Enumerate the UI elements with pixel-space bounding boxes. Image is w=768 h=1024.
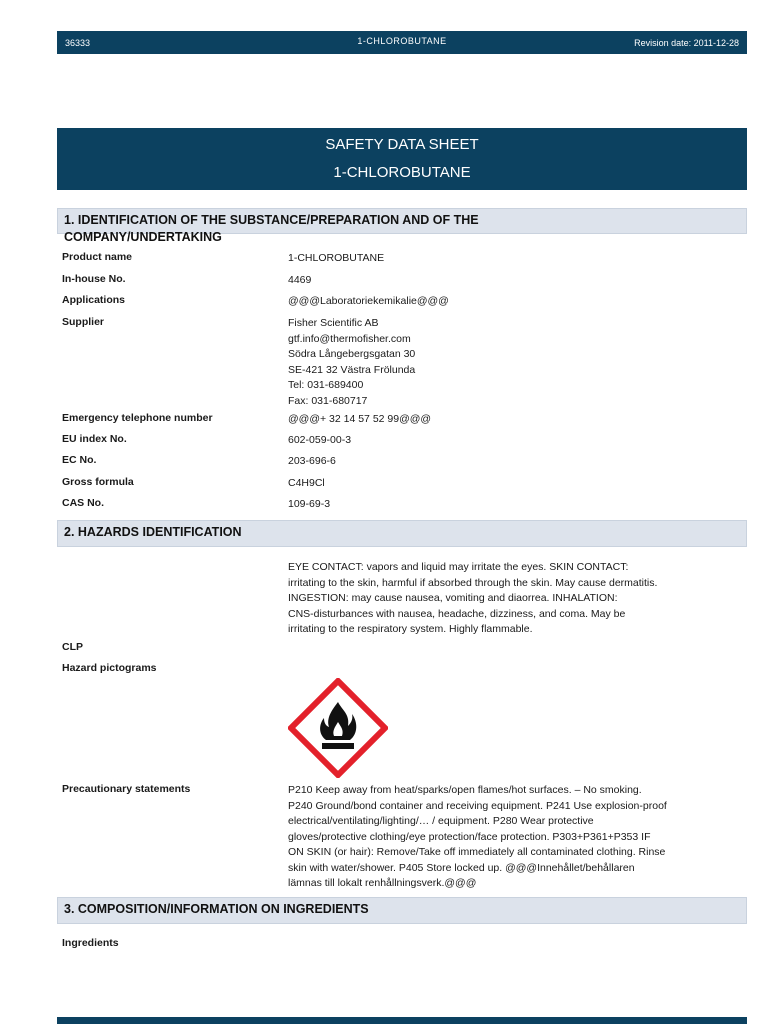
field-value: 1-CHLOROBUTANE — [288, 252, 385, 264]
field-label: Product name — [62, 251, 133, 263]
document-header-bar — [57, 31, 747, 54]
precautionary-line: lämnas till lokalt renhållningsverk.@@@ — [288, 877, 477, 889]
precautionary-line: skin with water/shower. P405 Store locked up. @@@Innehållet/behållaren — [288, 861, 635, 874]
header-product-name: 1-CHLOROBUTANE — [357, 36, 447, 46]
field-label: EU index No. — [62, 433, 127, 445]
field-value: @@@+ 32 14 57 52 99@@@ — [288, 413, 432, 425]
supplier-line: Tel: 031-689400 — [288, 379, 364, 391]
field-value: 4469 — [288, 274, 312, 286]
section-2-title: 2. HAZARDS IDENTIFICATION — [64, 525, 242, 539]
section-1-title-line2: COMPANY/UNDERTAKING — [64, 230, 222, 244]
hazard-pictograms-label: Hazard pictograms — [62, 662, 157, 674]
precautionary-line: gloves/protective clothing/eye protection/face protection. P303+P361+P353 IF — [288, 830, 651, 843]
footer-bar — [57, 1017, 747, 1024]
precautionary-line: P210 Keep away from heat/sparks/open flames/hot surfaces. – No smoking. — [288, 784, 642, 796]
supplier-line: Fax: 031-680717 — [288, 394, 368, 407]
field-label: CAS No. — [62, 497, 104, 509]
field-value: 203-696-6 — [288, 455, 336, 467]
supplier-line: Fisher Scientific AB — [288, 317, 379, 329]
field-value: @@@Laboratoriekemikalie@@@ — [288, 295, 449, 307]
supplier-line: gtf.info@thermofisher.com — [288, 332, 411, 345]
field-label: In-house No. — [62, 273, 126, 285]
section-3-title: 3. COMPOSITION/INFORMATION ON INGREDIENTS — [64, 902, 369, 916]
precautionary-label: Precautionary statements — [62, 783, 191, 795]
field-value: C4H9Cl — [288, 477, 325, 489]
section-3-header — [57, 897, 747, 924]
document-subtitle: 1-CHLOROBUTANE — [333, 164, 471, 181]
hazard-line: INGESTION: may cause nausea, vomiting and diaorrea. INHALATION: — [288, 592, 618, 604]
precautionary-line: electrical/ventilating/lighting/… / equipment. P280 Wear protective — [288, 815, 594, 827]
precautionary-line: ON SKIN (or hair): Remove/Take off immediately all contaminated clothing. Rinse — [288, 846, 666, 858]
field-value: 109-69-3 — [288, 498, 331, 510]
field-label: Emergency telephone number — [62, 412, 213, 424]
field-value: 602-059-00-3 — [288, 434, 352, 446]
field-label: Applications — [62, 294, 126, 306]
field-label: Gross formula — [62, 476, 134, 488]
supplier-address — [288, 316, 708, 409]
section-2-header — [57, 520, 747, 547]
precautionary-line: P240 Ground/bond container and receiving equipment. P241 Use explosion-proof — [288, 799, 667, 812]
title-banner — [57, 128, 747, 190]
hazard-line: CNS-disturbances with nausea, headache, dizziness, and coma. May be — [288, 607, 626, 620]
revision-date: Revision date: 2011-12-28 — [634, 37, 739, 48]
clp-label: CLP — [62, 641, 83, 653]
hazard-line: irritating to the skin, harmful if absorbed through the skin. May cause dermatitis. — [288, 576, 658, 589]
hazard-line: irritating to the respiratory system. Highly flammable. — [288, 623, 533, 635]
document-number: 36333 — [65, 37, 91, 48]
flame-icon — [288, 678, 388, 783]
field-label: EC No. — [62, 454, 97, 466]
field-label: Supplier — [62, 316, 105, 328]
precautionary-statements — [288, 783, 708, 892]
hazard-line: EYE CONTACT: vapors and liquid may irritate the eyes. SKIN CONTACT: — [288, 561, 629, 573]
supplier-line: SE-421 32 Västra Frölunda — [288, 363, 416, 376]
document-title: SAFETY DATA SHEET — [325, 136, 479, 153]
section-1-title-line1: 1. IDENTIFICATION OF THE SUBSTANCE/PREPARATION AND OF THE — [64, 213, 479, 227]
hazard-description — [288, 560, 708, 638]
supplier-line: Södra Långebergsgatan 30 — [288, 348, 416, 360]
ingredients-label: Ingredients — [62, 937, 119, 949]
